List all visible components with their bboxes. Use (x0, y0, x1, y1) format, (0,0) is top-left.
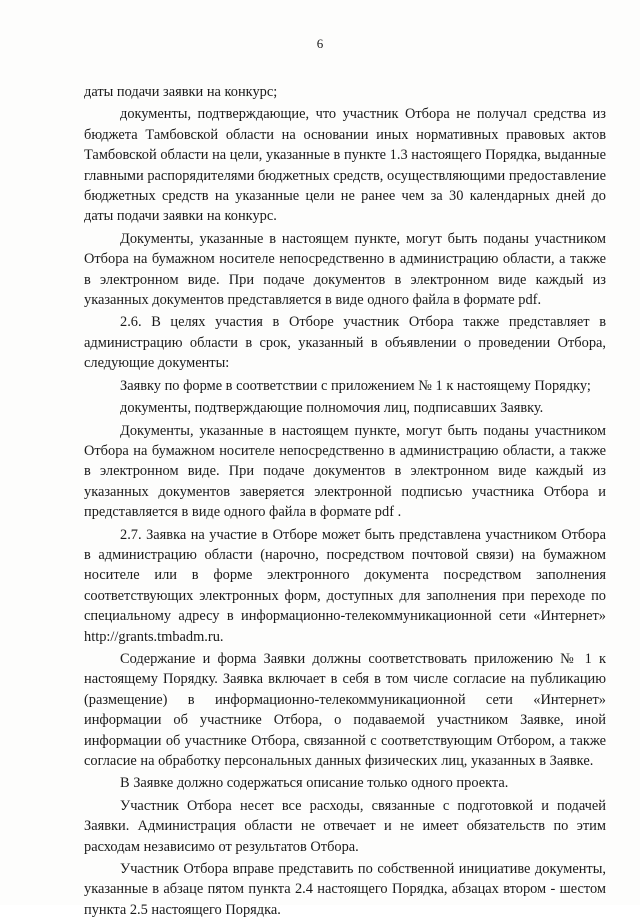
paragraph: В Заявке должно содержаться описание только одного проекта. (120, 775, 509, 792)
paragraph: 2.7. Заявка на участие в Отборе может быть представлена участником Отбора в администрацию области (нарочно, посредством почтовой связи) на бумажном носителе или в форме электронного документа посредством заполнения соответствующих электронных форм, доступных для заполнения при переходе по специальному адресу в информационно-телекоммуникационной сети «Интернет» http://grants.tmbadm.ru. (84, 526, 606, 645)
paragraph: Участник Отбора вправе представить по собственной инициативе документы, указанные в абзаце пятом пункта 2.4 настоящего Порядка, абзацах втором - шестом пункта 2.5 настоящего Порядка. (84, 861, 606, 918)
paragraph: даты подачи заявки на конкурс; (84, 84, 278, 100)
paragraph: документы, подтверждающие полномочия лиц, подписавших Заявку. (120, 400, 544, 417)
paragraph: Участник Отбора несет все расходы, связанные с подготовкой и подачей Заявки. Администрация области не отвечает и не имеет обязательств по этим расходам независимо от результатов Отбора. (84, 797, 606, 855)
document-body (84, 82, 606, 922)
paragraph: Содержание и форма Заявки должны соответствовать приложению № 1 к настоящему Порядку. Заявка включает в себя в том числе согласие на публикацию (размещение) в информационно-телекоммуникационной сети «Интернет» информации об участнике Отбора, о подаваемой участником Заявке, иной информации об участнике Отбора, связанной с соответствующим Отбором, а также согласие на обработку персональных данных физических лиц, указанных в Заявке. (84, 650, 606, 769)
page-number: 6 (316, 36, 324, 51)
paragraph: Документы, указанные в настоящем пункте, могут быть поданы участником Отбора на бумажном носителе непосредственно в администрацию области, а также в электронном виде. При подаче документов в электронном виде каждый из указанных документов представляется в виде одного файла в формате pdf. (84, 230, 606, 309)
paragraph: документы, подтверждающие, что участник Отбора не получал средства из бюджета Тамбовской области на основании иных нормативных правовых актов Тамбовской области на цели, указанные в пункте 1.3 настоящего Порядка, выданные главными распорядителями бюджетных средств, осуществляющими предоставление бюджетных средств на указанные цели не ранее чем за 30 календарных дней до даты подачи заявки на конкурс. (84, 106, 606, 225)
paragraph: Заявку по форме в соответствии с приложением № 1 к настоящему Порядку; (120, 377, 591, 394)
paragraph: Документы, указанные в настоящем пункте, могут быть поданы участником Отбора на бумажном носителе непосредственно в администрацию области, а также в электронном виде. При подаче документов в электронном виде каждый из указанных документов заверяется электронной подписью участника Отбора и представляется в виде одного файла в формате pdf . (84, 422, 606, 521)
paragraph: 2.6. В целях участия в Отборе участник Отбора также представляет в администрацию области в срок, указанный в объявлении о проведении Отбора, следующие документы: (84, 314, 606, 372)
